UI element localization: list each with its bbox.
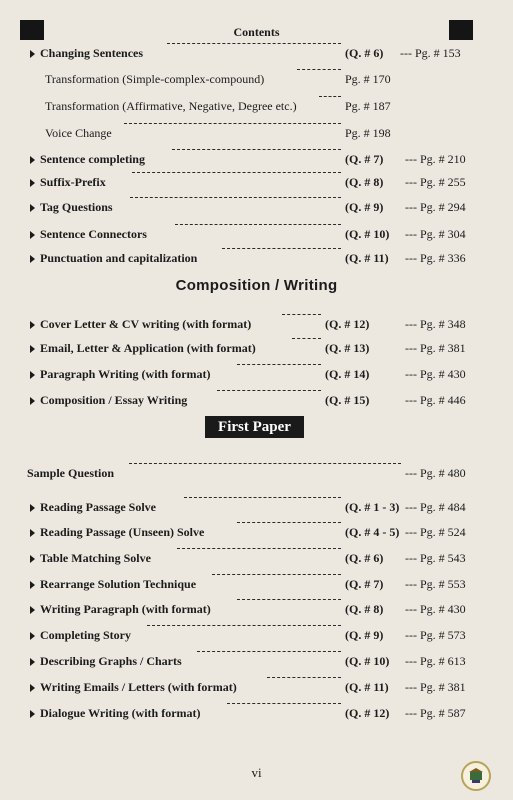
bullet-triangle-icon xyxy=(30,658,35,666)
toc-entry-label: Cover Letter & CV writing (with format) xyxy=(30,314,253,334)
bullet-triangle-icon xyxy=(30,50,35,58)
toc-entry-page: --- Pg. # 587 xyxy=(405,706,466,720)
toc-entry-question: (Q. # 10) xyxy=(345,227,390,241)
toc-entry xyxy=(0,338,513,358)
toc-entry-question: (Q. # 13) xyxy=(325,341,370,355)
bullet-triangle-icon xyxy=(30,255,35,263)
toc-entry-question: (Q. # 12) xyxy=(325,317,370,331)
toc-entry-page: --- Pg. # 543 xyxy=(405,551,466,565)
dot-leader xyxy=(222,248,341,249)
toc-entry-page: --- Pg. # 381 xyxy=(405,680,466,694)
toc-entry-page: Pg. # 187 xyxy=(345,99,391,113)
toc-entry xyxy=(0,96,513,116)
dot-leader xyxy=(237,522,341,523)
toc-entry-label: Completing Story xyxy=(30,625,133,645)
toc-entry-label: Reading Passage Solve xyxy=(30,497,158,517)
toc-entry-label: Changing Sentences xyxy=(30,43,145,63)
toc-entry xyxy=(0,574,513,594)
toc-entry-page: --- Pg. # 446 xyxy=(405,393,466,407)
toc-entry-question: (Q. # 15) xyxy=(325,393,370,407)
toc-entry-page: --- Pg. # 255 xyxy=(405,175,466,189)
toc-entry xyxy=(0,314,513,334)
toc-entry xyxy=(0,548,513,568)
toc-entry-label: Suffix-Prefix xyxy=(30,172,108,192)
toc-entry-page: --- Pg. # 430 xyxy=(405,602,466,616)
dot-leader xyxy=(147,625,341,626)
toc-entry-page: --- Pg. # 153 xyxy=(400,46,461,60)
toc-entry xyxy=(0,224,513,244)
toc-entry-page: --- Pg. # 553 xyxy=(405,577,466,591)
toc-entry xyxy=(0,651,513,671)
toc-entry xyxy=(0,197,513,217)
toc-entry xyxy=(0,677,513,697)
publisher-logo xyxy=(461,761,491,791)
dot-leader xyxy=(132,172,341,173)
bullet-triangle-icon xyxy=(30,345,35,353)
bullet-triangle-icon xyxy=(30,179,35,187)
dot-leader xyxy=(282,314,321,315)
toc-entry xyxy=(0,43,513,63)
toc-entry-question: (Q. # 6) xyxy=(345,551,384,565)
toc-entry-page: Pg. # 198 xyxy=(345,126,391,140)
bullet-triangle-icon xyxy=(30,504,35,512)
bullet-triangle-icon xyxy=(30,231,35,239)
toc-entry-label: Reading Passage (Unseen) Solve xyxy=(30,522,206,542)
toc-entry-page: --- Pg. # 524 xyxy=(405,525,466,539)
toc-entry-page: Pg. # 170 xyxy=(345,72,391,86)
toc-entry-label: Tag Questions xyxy=(30,197,115,217)
toc-entry xyxy=(0,248,513,268)
toc-entry-page: --- Pg. # 480 xyxy=(405,466,466,480)
dot-leader xyxy=(212,574,341,575)
section-badge-first-paper: First Paper xyxy=(205,416,304,438)
bullet-triangle-icon xyxy=(30,397,35,405)
bullet-triangle-icon xyxy=(30,684,35,692)
toc-entry-page: --- Pg. # 573 xyxy=(405,628,466,642)
toc-entry-label: Describing Graphs / Charts xyxy=(30,651,184,671)
dot-leader xyxy=(175,224,341,225)
dot-leader xyxy=(319,96,341,97)
page-number: vi xyxy=(251,765,262,780)
toc-entry-question: (Q. # 9) xyxy=(345,200,384,214)
toc-entry-label: Email, Letter & Application (with format) xyxy=(30,338,258,358)
toc-entry xyxy=(0,69,513,89)
dot-leader xyxy=(227,703,341,704)
toc-entry-question: (Q. # 7) xyxy=(345,577,384,591)
page-title: Contents xyxy=(233,25,280,39)
toc-entry-label: Rearrange Solution Technique xyxy=(30,574,198,594)
bullet-triangle-icon xyxy=(30,555,35,563)
toc-entry-question: (Q. # 11) xyxy=(345,251,389,265)
toc-entry-label: Writing Emails / Letters (with format) xyxy=(30,677,239,697)
dot-leader xyxy=(124,123,341,124)
toc-entry-page: --- Pg. # 304 xyxy=(405,227,466,241)
toc-entry xyxy=(0,149,513,169)
toc-entry-label: Sentence Connectors xyxy=(30,224,149,244)
toc-entry xyxy=(0,703,513,723)
toc-entry-page: --- Pg. # 430 xyxy=(405,367,466,381)
toc-entry-page: --- Pg. # 381 xyxy=(405,341,466,355)
dot-leader xyxy=(237,364,321,365)
toc-entry-page: --- Pg. # 336 xyxy=(405,251,466,265)
toc-entry-label: Punctuation and capitalization xyxy=(30,248,199,268)
toc-entry xyxy=(0,625,513,645)
dot-leader xyxy=(217,390,321,391)
toc-entry-label: Sentence completing xyxy=(30,149,147,169)
dot-leader xyxy=(184,497,341,498)
toc-entry-question: (Q. # 8) xyxy=(345,602,384,616)
toc-entry xyxy=(0,123,513,143)
dot-leader xyxy=(297,69,341,70)
toc-entry xyxy=(0,390,513,410)
bullet-triangle-icon xyxy=(30,632,35,640)
toc-entry-label: Paragraph Writing (with format) xyxy=(30,364,213,384)
toc-entry-label: Transformation (Simple-complex-compound) xyxy=(45,69,266,89)
toc-entry xyxy=(0,497,513,517)
toc-entry-page: --- Pg. # 294 xyxy=(405,200,466,214)
dot-leader xyxy=(177,548,341,549)
toc-entry xyxy=(0,599,513,619)
toc-entry-question: (Q. # 10) xyxy=(345,654,390,668)
dot-leader xyxy=(130,197,341,198)
toc-entry-question: (Q. # 12) xyxy=(345,706,390,720)
toc-entry-page: --- Pg. # 348 xyxy=(405,317,466,331)
dot-leader xyxy=(237,599,341,600)
toc-entry-label: Voice Change xyxy=(45,123,114,143)
toc-entry-label: Sample Question xyxy=(27,463,116,483)
dot-leader xyxy=(172,149,341,150)
toc-entry-label: Dialogue Writing (with format) xyxy=(30,703,203,723)
toc-entry-label: Table Matching Solve xyxy=(30,548,153,568)
toc-entry-page: --- Pg. # 613 xyxy=(405,654,466,668)
toc-entry-question: (Q. # 7) xyxy=(345,152,384,166)
toc-entry-question: (Q. # 4 - 5) xyxy=(345,525,400,539)
dot-leader xyxy=(129,463,401,464)
bullet-triangle-icon xyxy=(30,371,35,379)
bullet-triangle-icon xyxy=(30,581,35,589)
dot-leader xyxy=(167,43,341,44)
toc-entry-label: Transformation (Affirmative, Negative, Degree etc.) xyxy=(45,96,299,116)
toc-entry-page: --- Pg. # 210 xyxy=(405,152,466,166)
dot-leader xyxy=(292,338,321,339)
dot-leader xyxy=(267,677,341,678)
toc-entry-question: (Q. # 9) xyxy=(345,628,384,642)
toc-entry-question: (Q. # 8) xyxy=(345,175,384,189)
toc-entry-question: (Q. # 1 - 3) xyxy=(345,500,400,514)
bullet-triangle-icon xyxy=(30,529,35,537)
toc-entry xyxy=(0,463,513,483)
toc-entry-label: Writing Paragraph (with format) xyxy=(30,599,213,619)
bullet-triangle-icon xyxy=(30,606,35,614)
toc-entry-page: --- Pg. # 484 xyxy=(405,500,466,514)
toc-entry-question: (Q. # 11) xyxy=(345,680,389,694)
toc-entry xyxy=(0,522,513,542)
section-heading-composition: Composition / Writing xyxy=(175,277,338,294)
toc-entry xyxy=(0,172,513,192)
bullet-triangle-icon xyxy=(30,321,35,329)
toc-entry-question: (Q. # 6) xyxy=(345,46,384,60)
dot-leader xyxy=(197,651,341,652)
toc-entry-question: (Q. # 14) xyxy=(325,367,370,381)
bullet-triangle-icon xyxy=(30,710,35,718)
bullet-triangle-icon xyxy=(30,156,35,164)
toc-entry-label: Composition / Essay Writing xyxy=(30,390,189,410)
toc-entry xyxy=(0,364,513,384)
bullet-triangle-icon xyxy=(30,204,35,212)
